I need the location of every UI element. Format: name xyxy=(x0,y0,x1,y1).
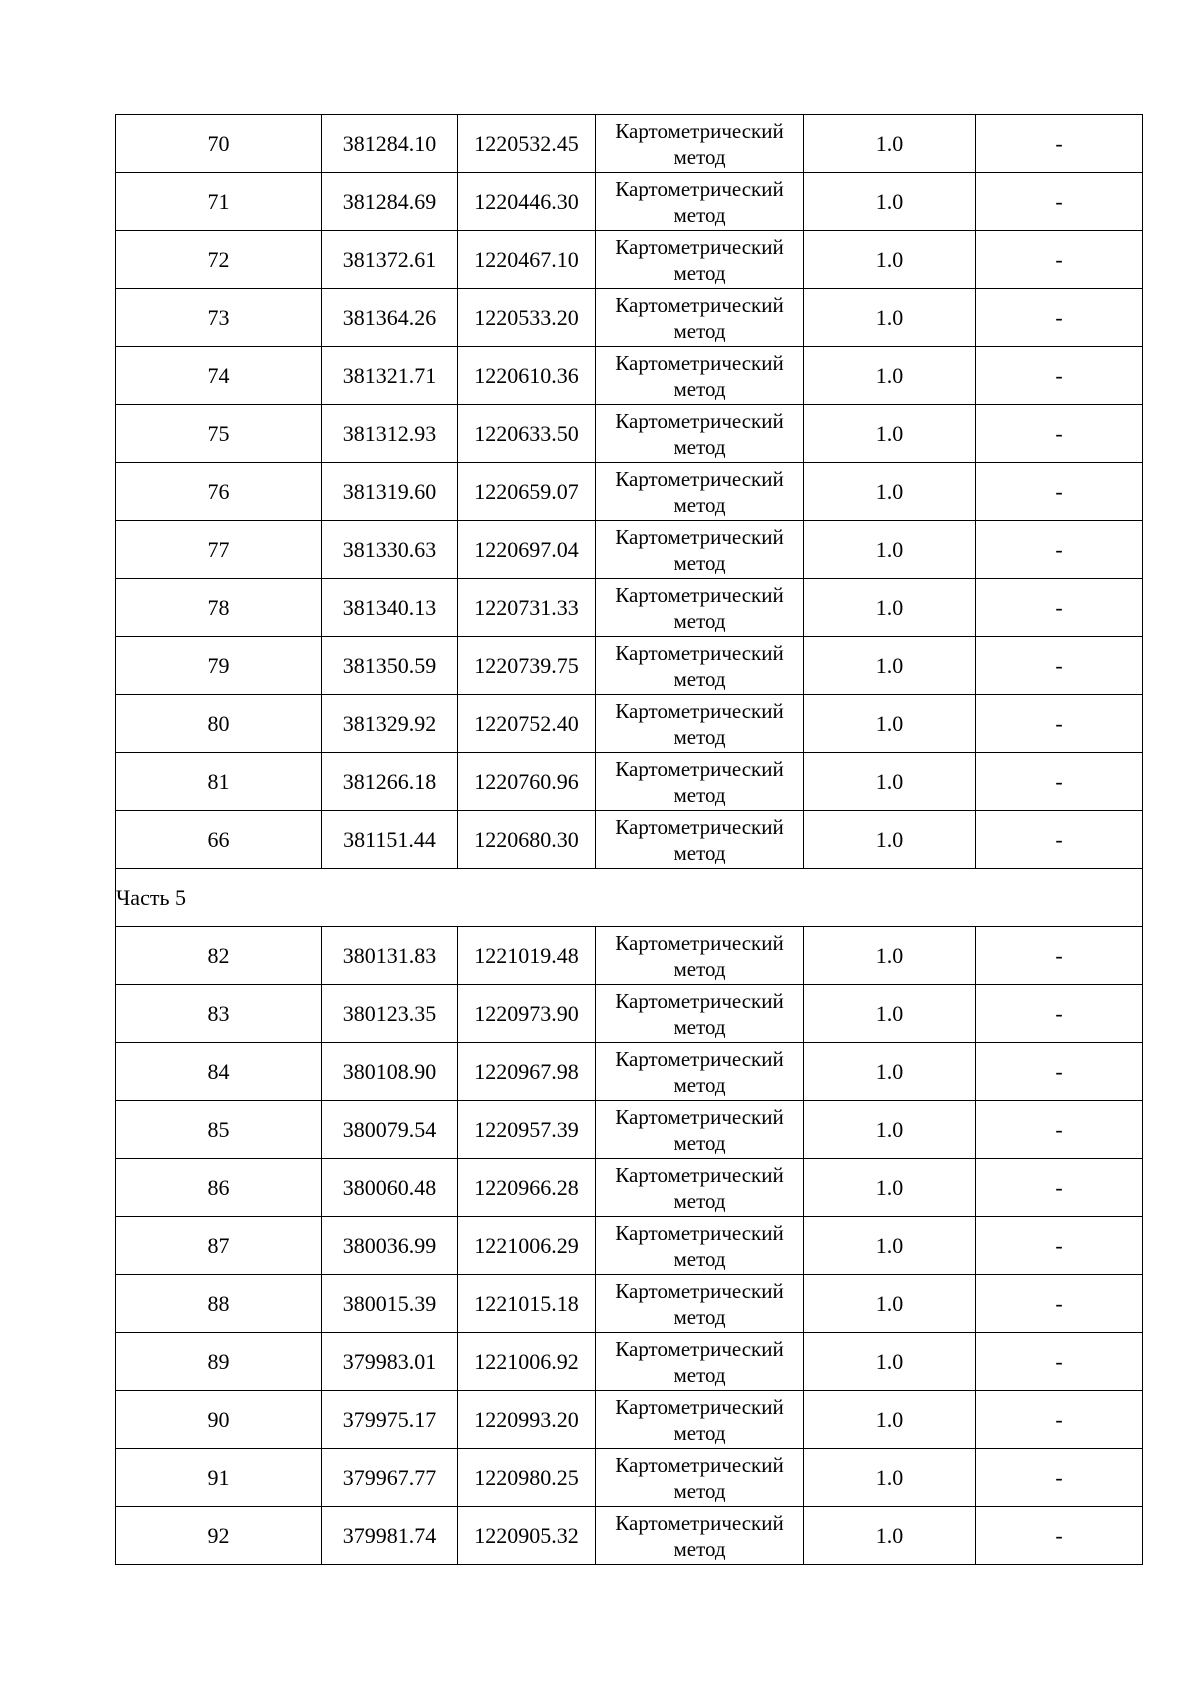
description-cell: - xyxy=(976,1507,1143,1565)
point-number-cell: 90 xyxy=(116,1391,322,1449)
method-cell xyxy=(596,753,804,811)
accuracy-cell: 1.0 xyxy=(804,1507,976,1565)
accuracy-cell: 1.0 xyxy=(804,1275,976,1333)
method-label-line1: Картометрический xyxy=(615,292,784,317)
method-label-line1: Картометрический xyxy=(615,118,784,143)
table-row xyxy=(116,521,1143,579)
method-label-line2: метод xyxy=(673,1130,726,1155)
accuracy-cell: 1.0 xyxy=(804,463,976,521)
accuracy-cell: 1.0 xyxy=(804,289,976,347)
method-cell xyxy=(596,811,804,869)
method-cell xyxy=(596,289,804,347)
accuracy-cell: 1.0 xyxy=(804,115,976,173)
table-row xyxy=(116,405,1143,463)
description-cell: - xyxy=(976,289,1143,347)
accuracy-cell: 1.0 xyxy=(804,1333,976,1391)
method-label-line1: Картометрический xyxy=(615,1394,784,1419)
table-row xyxy=(116,985,1143,1043)
y-coordinate-cell: 1220633.50 xyxy=(458,405,596,463)
method-label-line2: метод xyxy=(673,318,726,343)
table-row xyxy=(116,1275,1143,1333)
method-label-line2: метод xyxy=(673,376,726,401)
x-coordinate-cell: 380123.35 xyxy=(322,985,458,1043)
method-label-line1: Картометрический xyxy=(615,234,784,259)
description-cell: - xyxy=(976,173,1143,231)
section-row xyxy=(116,869,1143,927)
point-number-cell: 91 xyxy=(116,1449,322,1507)
y-coordinate-cell: 1220610.36 xyxy=(458,347,596,405)
accuracy-cell: 1.0 xyxy=(804,579,976,637)
y-coordinate-cell: 1220731.33 xyxy=(458,579,596,637)
method-label-line2: метод xyxy=(673,1478,726,1503)
y-coordinate-cell: 1220980.25 xyxy=(458,1449,596,1507)
x-coordinate-cell: 380036.99 xyxy=(322,1217,458,1275)
description-cell: - xyxy=(976,985,1143,1043)
y-coordinate-cell: 1220739.75 xyxy=(458,637,596,695)
point-number-cell: 85 xyxy=(116,1101,322,1159)
point-number-cell: 79 xyxy=(116,637,322,695)
accuracy-cell: 1.0 xyxy=(804,985,976,1043)
method-label-line1: Картометрический xyxy=(615,1336,784,1361)
table-row xyxy=(116,1159,1143,1217)
x-coordinate-cell: 381266.18 xyxy=(322,753,458,811)
accuracy-cell: 1.0 xyxy=(804,927,976,985)
description-cell: - xyxy=(976,753,1143,811)
y-coordinate-cell: 1221019.48 xyxy=(458,927,596,985)
coordinates-table-body xyxy=(116,115,1143,1565)
method-cell xyxy=(596,173,804,231)
method-cell xyxy=(596,1507,804,1565)
method-label-line1: Картометрический xyxy=(615,640,784,665)
y-coordinate-cell: 1220966.28 xyxy=(458,1159,596,1217)
y-coordinate-cell: 1220760.96 xyxy=(458,753,596,811)
point-number-cell: 76 xyxy=(116,463,322,521)
y-coordinate-cell: 1220967.98 xyxy=(458,1043,596,1101)
y-coordinate-cell: 1220993.20 xyxy=(458,1391,596,1449)
method-label-line1: Картометрический xyxy=(615,176,784,201)
x-coordinate-cell: 379975.17 xyxy=(322,1391,458,1449)
point-number-cell: 83 xyxy=(116,985,322,1043)
method-label-line2: метод xyxy=(673,1536,726,1561)
point-number-cell: 92 xyxy=(116,1507,322,1565)
description-cell: - xyxy=(976,231,1143,289)
accuracy-cell: 1.0 xyxy=(804,753,976,811)
table-row xyxy=(116,1391,1143,1449)
description-cell: - xyxy=(976,405,1143,463)
method-cell xyxy=(596,347,804,405)
table-row xyxy=(116,1101,1143,1159)
point-number-cell: 70 xyxy=(116,115,322,173)
accuracy-cell: 1.0 xyxy=(804,1391,976,1449)
method-cell xyxy=(596,1217,804,1275)
accuracy-cell: 1.0 xyxy=(804,347,976,405)
x-coordinate-cell: 381151.44 xyxy=(322,811,458,869)
table-row xyxy=(116,115,1143,173)
y-coordinate-cell: 1220957.39 xyxy=(458,1101,596,1159)
method-label-line1: Картометрический xyxy=(615,1510,784,1535)
method-label-line2: метод xyxy=(673,1246,726,1271)
table-row xyxy=(116,173,1143,231)
accuracy-cell: 1.0 xyxy=(804,1159,976,1217)
x-coordinate-cell: 380060.48 xyxy=(322,1159,458,1217)
description-cell: - xyxy=(976,637,1143,695)
method-label-line1: Картометрический xyxy=(615,466,784,491)
y-coordinate-cell: 1221015.18 xyxy=(458,1275,596,1333)
method-cell xyxy=(596,231,804,289)
point-number-cell: 77 xyxy=(116,521,322,579)
point-number-cell: 80 xyxy=(116,695,322,753)
table-row xyxy=(116,1333,1143,1391)
point-number-cell: 72 xyxy=(116,231,322,289)
table-row xyxy=(116,927,1143,985)
x-coordinate-cell: 380108.90 xyxy=(322,1043,458,1101)
method-label-line2: метод xyxy=(673,1014,726,1039)
accuracy-cell: 1.0 xyxy=(804,405,976,463)
method-label-line2: метод xyxy=(673,260,726,285)
table-row xyxy=(116,1217,1143,1275)
table-row xyxy=(116,289,1143,347)
method-cell xyxy=(596,985,804,1043)
method-cell xyxy=(596,115,804,173)
method-cell xyxy=(596,1159,804,1217)
description-cell: - xyxy=(976,1391,1143,1449)
description-cell: - xyxy=(976,1333,1143,1391)
y-coordinate-cell: 1220532.45 xyxy=(458,115,596,173)
description-cell: - xyxy=(976,811,1143,869)
method-label-line2: метод xyxy=(673,782,726,807)
method-cell xyxy=(596,1275,804,1333)
x-coordinate-cell: 381372.61 xyxy=(322,231,458,289)
method-label-line1: Картометрический xyxy=(615,1162,784,1187)
method-cell xyxy=(596,927,804,985)
method-label-line1: Картометрический xyxy=(615,988,784,1013)
x-coordinate-cell: 379967.77 xyxy=(322,1449,458,1507)
y-coordinate-cell: 1220973.90 xyxy=(458,985,596,1043)
y-coordinate-cell: 1220659.07 xyxy=(458,463,596,521)
description-cell: - xyxy=(976,1043,1143,1101)
x-coordinate-cell: 381284.69 xyxy=(322,173,458,231)
y-coordinate-cell: 1220752.40 xyxy=(458,695,596,753)
method-label-line1: Картометрический xyxy=(615,1278,784,1303)
section-label: Часть 5 xyxy=(116,869,1143,927)
table-row xyxy=(116,579,1143,637)
method-cell xyxy=(596,1101,804,1159)
method-label-line1: Картометрический xyxy=(615,1104,784,1129)
method-label-line2: метод xyxy=(673,840,726,865)
method-label-line1: Картометрический xyxy=(615,1046,784,1071)
method-cell xyxy=(596,1391,804,1449)
table-row xyxy=(116,347,1143,405)
accuracy-cell: 1.0 xyxy=(804,1217,976,1275)
description-cell: - xyxy=(976,1449,1143,1507)
x-coordinate-cell: 381319.60 xyxy=(322,463,458,521)
method-label-line2: метод xyxy=(673,1362,726,1387)
description-cell: - xyxy=(976,463,1143,521)
accuracy-cell: 1.0 xyxy=(804,1101,976,1159)
method-label-line1: Картометрический xyxy=(615,756,784,781)
x-coordinate-cell: 381350.59 xyxy=(322,637,458,695)
description-cell: - xyxy=(976,1101,1143,1159)
method-label-line2: метод xyxy=(673,1304,726,1329)
method-label-line1: Картометрический xyxy=(615,350,784,375)
accuracy-cell: 1.0 xyxy=(804,521,976,579)
x-coordinate-cell: 381330.63 xyxy=(322,521,458,579)
point-number-cell: 74 xyxy=(116,347,322,405)
description-cell: - xyxy=(976,347,1143,405)
method-label-line1: Картометрический xyxy=(615,930,784,955)
method-label-line1: Картометрический xyxy=(615,524,784,549)
table-row xyxy=(116,1449,1143,1507)
description-cell: - xyxy=(976,115,1143,173)
method-label-line2: метод xyxy=(673,434,726,459)
y-coordinate-cell: 1220905.32 xyxy=(458,1507,596,1565)
method-label-line2: метод xyxy=(673,666,726,691)
accuracy-cell: 1.0 xyxy=(804,1449,976,1507)
method-label-line2: метод xyxy=(673,724,726,749)
method-label-line2: метод xyxy=(673,202,726,227)
method-label-line2: метод xyxy=(673,144,726,169)
table-row xyxy=(116,231,1143,289)
description-cell: - xyxy=(976,521,1143,579)
description-cell: - xyxy=(976,1217,1143,1275)
method-label-line1: Картометрический xyxy=(615,582,784,607)
x-coordinate-cell: 381364.26 xyxy=(322,289,458,347)
y-coordinate-cell: 1220533.20 xyxy=(458,289,596,347)
table-row xyxy=(116,811,1143,869)
method-cell xyxy=(596,463,804,521)
accuracy-cell: 1.0 xyxy=(804,637,976,695)
method-label-line1: Картометрический xyxy=(615,1220,784,1245)
point-number-cell: 81 xyxy=(116,753,322,811)
table-row xyxy=(116,1043,1143,1101)
accuracy-cell: 1.0 xyxy=(804,695,976,753)
method-label-line2: метод xyxy=(673,1188,726,1213)
method-label-line2: метод xyxy=(673,956,726,981)
description-cell: - xyxy=(976,927,1143,985)
point-number-cell: 88 xyxy=(116,1275,322,1333)
coordinates-table xyxy=(115,114,1143,1565)
point-number-cell: 86 xyxy=(116,1159,322,1217)
method-cell xyxy=(596,695,804,753)
x-coordinate-cell: 379983.01 xyxy=(322,1333,458,1391)
x-coordinate-cell: 380131.83 xyxy=(322,927,458,985)
method-label-line1: Картометрический xyxy=(615,1452,784,1477)
method-label-line2: метод xyxy=(673,1420,726,1445)
accuracy-cell: 1.0 xyxy=(804,811,976,869)
y-coordinate-cell: 1220446.30 xyxy=(458,173,596,231)
method-label-line1: Картометрический xyxy=(615,408,784,433)
method-cell xyxy=(596,1449,804,1507)
x-coordinate-cell: 381329.92 xyxy=(322,695,458,753)
method-label-line1: Картометрический xyxy=(615,814,784,839)
method-label-line1: Картометрический xyxy=(615,698,784,723)
x-coordinate-cell: 380079.54 xyxy=(322,1101,458,1159)
point-number-cell: 71 xyxy=(116,173,322,231)
y-coordinate-cell: 1221006.92 xyxy=(458,1333,596,1391)
x-coordinate-cell: 381312.93 xyxy=(322,405,458,463)
description-cell: - xyxy=(976,1275,1143,1333)
accuracy-cell: 1.0 xyxy=(804,231,976,289)
table-row xyxy=(116,637,1143,695)
point-number-cell: 87 xyxy=(116,1217,322,1275)
x-coordinate-cell: 381321.71 xyxy=(322,347,458,405)
y-coordinate-cell: 1220467.10 xyxy=(458,231,596,289)
method-cell xyxy=(596,637,804,695)
point-number-cell: 73 xyxy=(116,289,322,347)
method-label-line2: метод xyxy=(673,550,726,575)
description-cell: - xyxy=(976,579,1143,637)
description-cell: - xyxy=(976,1159,1143,1217)
method-cell xyxy=(596,405,804,463)
table-row xyxy=(116,1507,1143,1565)
point-number-cell: 75 xyxy=(116,405,322,463)
point-number-cell: 82 xyxy=(116,927,322,985)
method-label-line2: метод xyxy=(673,608,726,633)
x-coordinate-cell: 380015.39 xyxy=(322,1275,458,1333)
y-coordinate-cell: 1220697.04 xyxy=(458,521,596,579)
point-number-cell: 89 xyxy=(116,1333,322,1391)
method-cell xyxy=(596,521,804,579)
table-row xyxy=(116,695,1143,753)
point-number-cell: 84 xyxy=(116,1043,322,1101)
method-cell xyxy=(596,1333,804,1391)
x-coordinate-cell: 381284.10 xyxy=(322,115,458,173)
y-coordinate-cell: 1220680.30 xyxy=(458,811,596,869)
accuracy-cell: 1.0 xyxy=(804,173,976,231)
y-coordinate-cell: 1221006.29 xyxy=(458,1217,596,1275)
method-cell xyxy=(596,579,804,637)
point-number-cell: 78 xyxy=(116,579,322,637)
table-row xyxy=(116,753,1143,811)
method-cell xyxy=(596,1043,804,1101)
description-cell: - xyxy=(976,695,1143,753)
table-row xyxy=(116,463,1143,521)
x-coordinate-cell: 381340.13 xyxy=(322,579,458,637)
accuracy-cell: 1.0 xyxy=(804,1043,976,1101)
method-label-line2: метод xyxy=(673,492,726,517)
point-number-cell: 66 xyxy=(116,811,322,869)
method-label-line2: метод xyxy=(673,1072,726,1097)
x-coordinate-cell: 379981.74 xyxy=(322,1507,458,1565)
